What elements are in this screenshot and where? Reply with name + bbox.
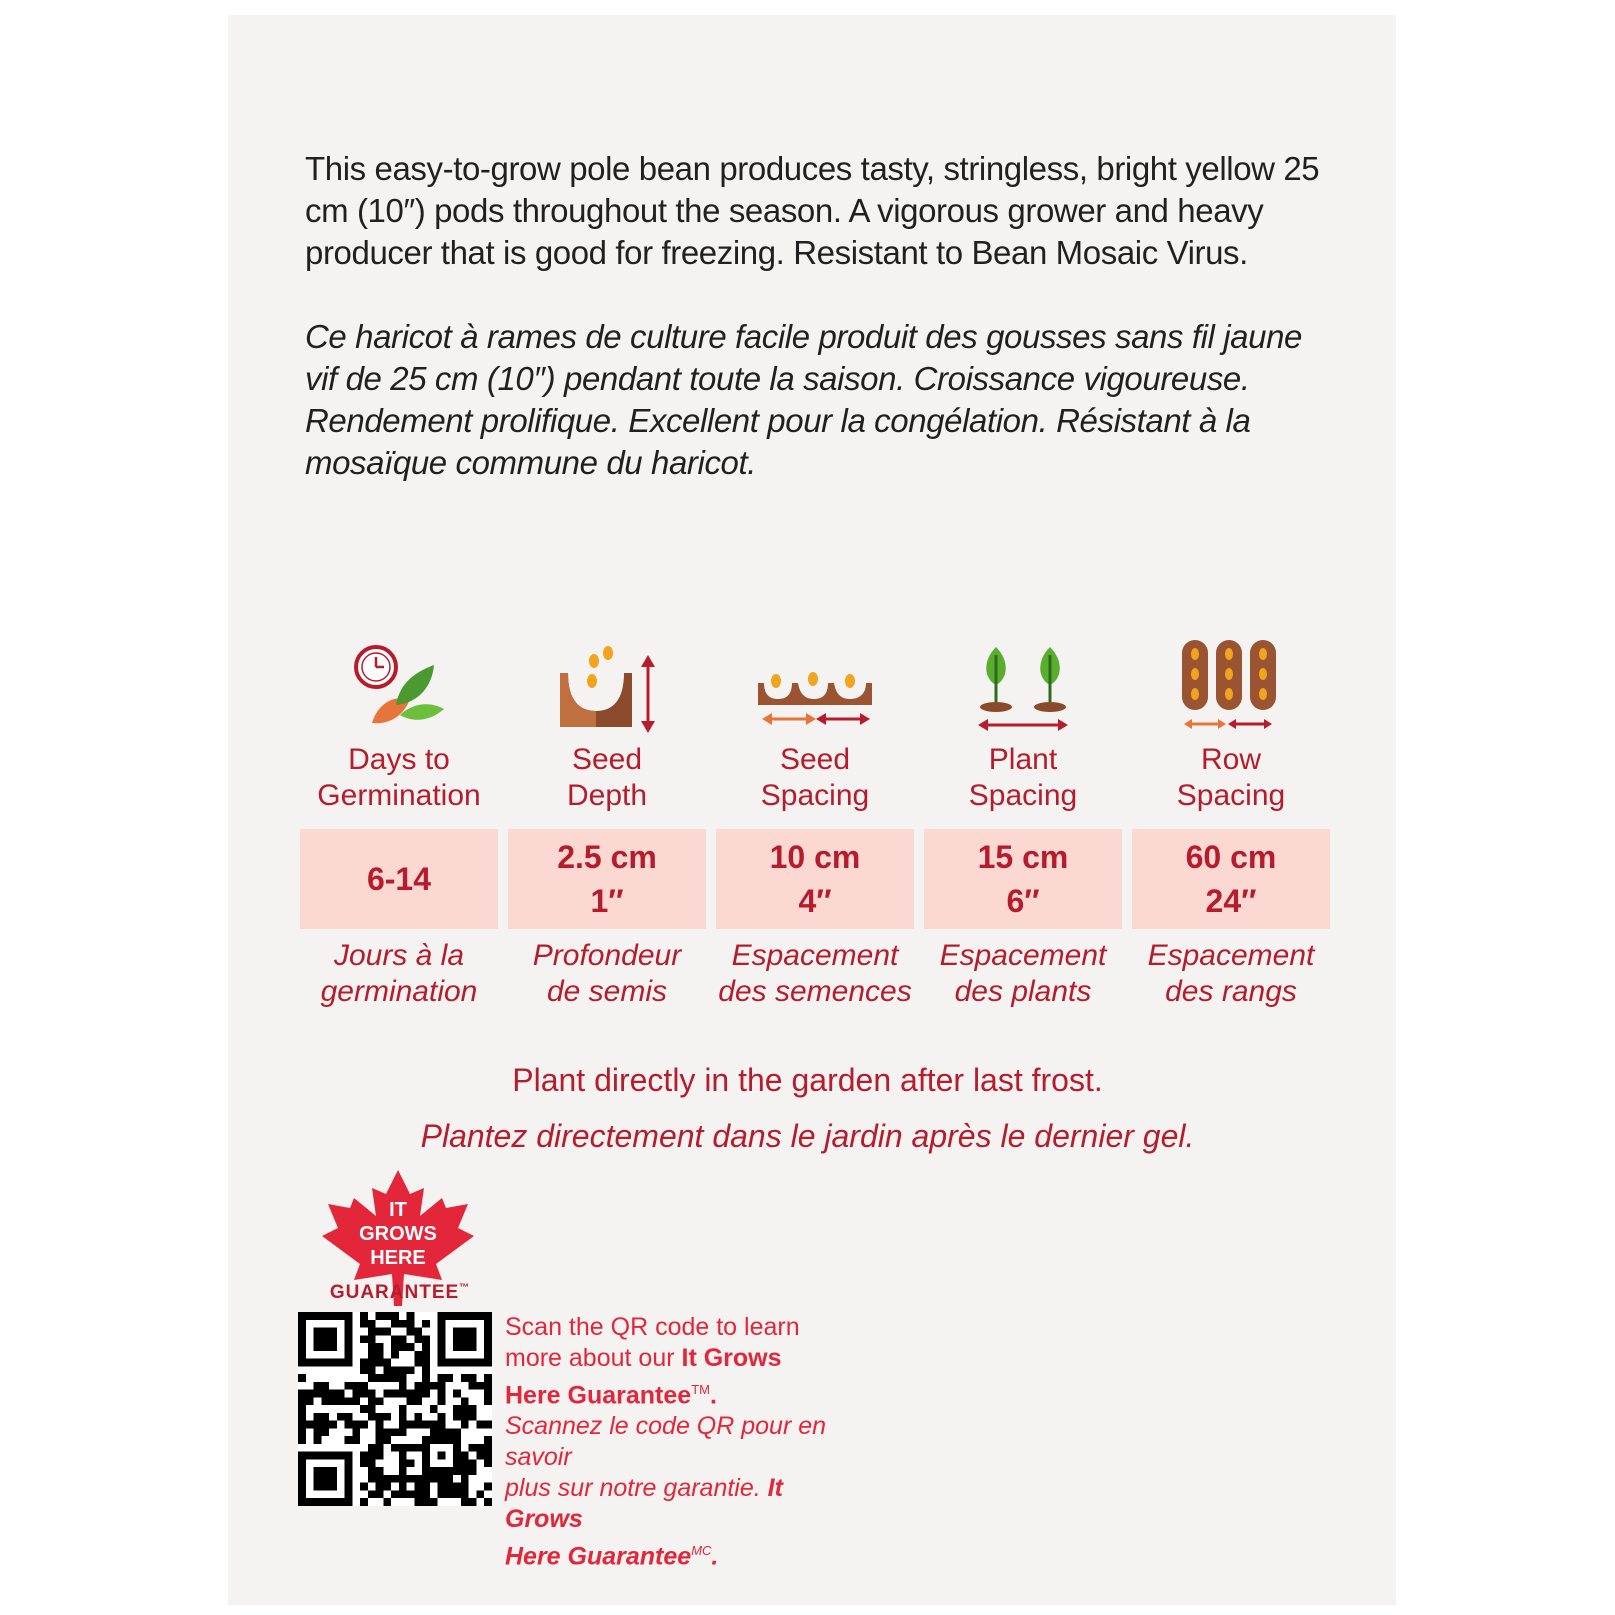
spec-label-fr: Jours à la germination: [320, 939, 478, 1008]
spec-value-imperial: 4″: [798, 883, 832, 919]
spec-value-box: [716, 829, 914, 929]
planting-note-english: Plant directly in the garden after last frost.: [512, 1062, 1103, 1098]
spec-value-box: [300, 829, 498, 929]
spec-label-en: Plant Spacing: [968, 743, 1078, 812]
spec-value-box: [508, 829, 706, 929]
logo-line-3: HERE: [370, 1247, 426, 1269]
spec-value-imperial: 24″: [1205, 883, 1257, 919]
spec-label-en: Seed Depth: [566, 743, 648, 812]
seed-depth-icon: [508, 645, 706, 735]
spec-label-en: Row Spacing: [1176, 743, 1286, 812]
spec-label-fr: Espacement des semences: [718, 939, 912, 1008]
spec-value: 6-14: [366, 861, 432, 897]
spec-value-imperial: 1″: [590, 883, 624, 919]
description-english: This easy-to-grow pole bean produces tasty, stringless, bright yellow 25 cm (10″) pods throughout the season. A vigorous grower and heavy producer that is good for freezing. Resistant to Bean Mosaic Virus.: [305, 150, 1320, 271]
description-french: Ce haricot à rames de culture facile produit des gousses sans fil jaune vif de 25 cm (10″) pendant toute la saison. Croissance vigoureuse. Rendement prolifique. Excellent pour la congélation. Résistant à la mosaïque commune du haricot.: [305, 318, 1302, 481]
plant-spacing-icon: [924, 645, 1122, 735]
spec-label-en: Days to Germination: [317, 743, 481, 812]
qr-code-graphic: [298, 1312, 492, 1506]
clock-sprout-icon: [300, 645, 498, 735]
qr-code[interactable]: [298, 1312, 492, 1506]
spec-label-en: Seed Spacing: [760, 743, 870, 812]
seed-spacing-icon: [716, 645, 914, 735]
qr-caption: Scan the QR code to learn more about our It Grows Here Guarantee™. Scannez le code QR pour en savoir plus sur notre garantie. It Grows Here Guarantee$^{MC}$.: [505, 1313, 827, 1571]
spec-label-fr: Espacement des rangs: [1147, 939, 1315, 1008]
planting-note-french: Plantez directement dans le jardin après le dernier gel.: [420, 1118, 1195, 1154]
spec-value-metric: 15 cm: [977, 839, 1069, 875]
logo-line-2: GROWS: [359, 1223, 437, 1245]
row-spacing-icon: [1132, 640, 1330, 730]
spec-value-box: [1132, 829, 1330, 929]
logo-line-1: IT: [389, 1199, 407, 1221]
spec-value-metric: 2.5 cm: [557, 839, 657, 875]
spec-value-imperial: 6″: [1006, 883, 1040, 919]
spec-value-metric: 10 cm: [769, 839, 861, 875]
spec-label-fr: Espacement des plants: [939, 939, 1107, 1008]
spec-value-metric: 60 cm: [1185, 839, 1277, 875]
guarantee-wordmark: GUARANTEE™: [329, 1282, 471, 1303]
spec-value-box: [924, 829, 1122, 929]
spec-label-fr: Profondeur de semis: [532, 939, 682, 1008]
